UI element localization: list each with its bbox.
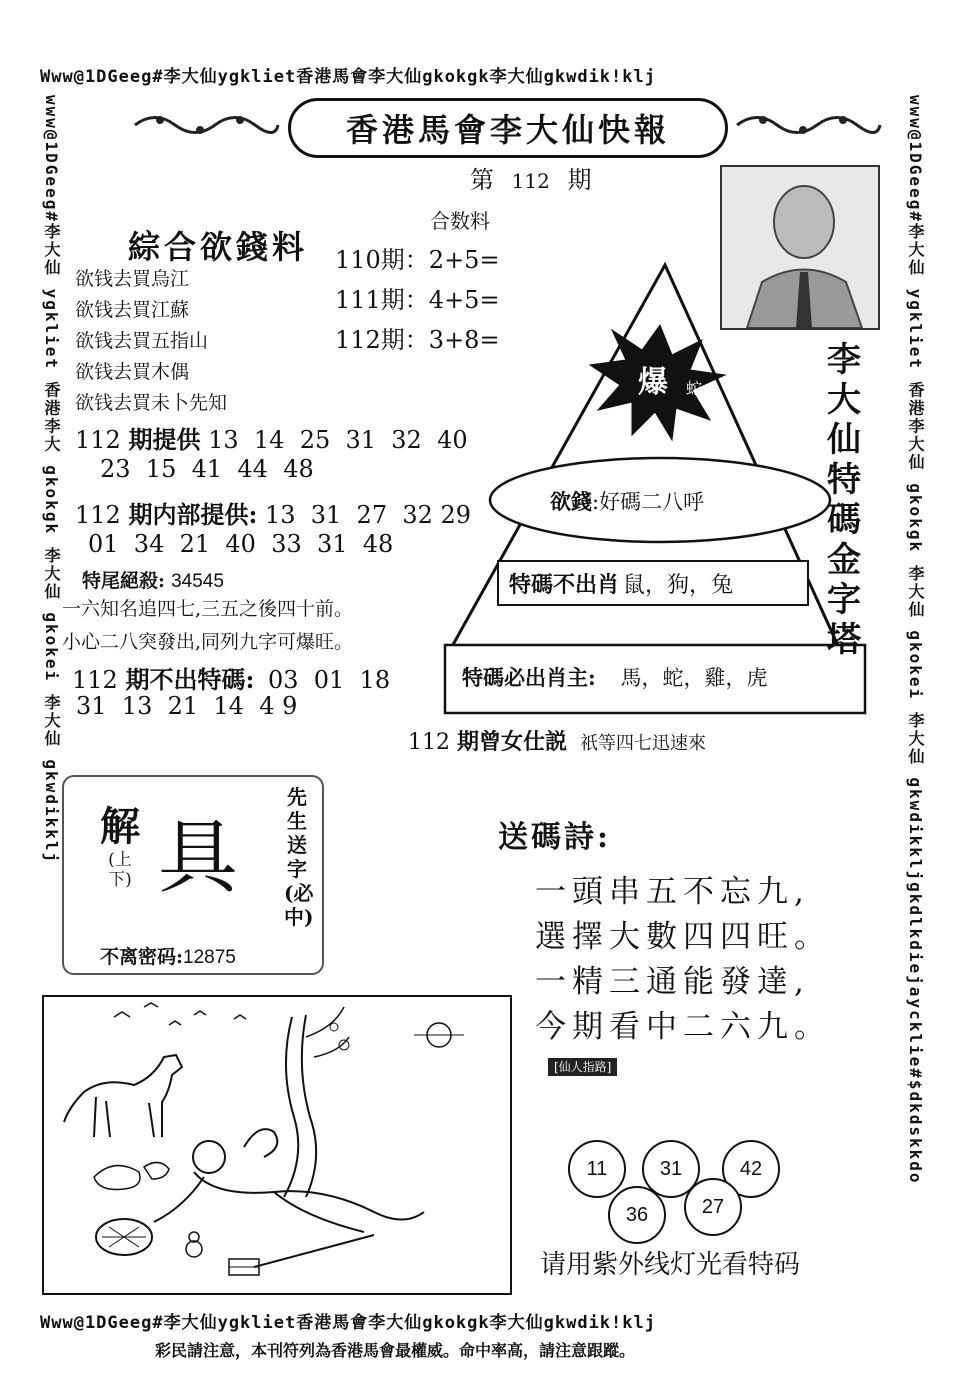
- illustration-scene: [44, 997, 510, 1293]
- footer-notice: 彩民請注意，本刊符列為香港馬會最權威。命中率高，請注意跟蹤。: [155, 1341, 636, 1360]
- hint-item: 欲钱去買烏江: [75, 268, 190, 290]
- riddle-side-text: 先生送字(必中): [284, 785, 314, 929]
- poem-line: 一精三通能發達,: [535, 964, 810, 1000]
- pyramid-side-title: 李大仙特碼金字塔: [827, 340, 861, 660]
- watermark-left: www@1DGeeg#李大仙 ygkliet 香港李大 gkokgk 李大仙 gkokei 李大仙 gkwdikklj: [42, 95, 61, 865]
- not-out-line2: 31 13 21 14 4 9: [76, 692, 298, 720]
- ring-number: 31: [642, 1140, 700, 1198]
- riddle-character: 具: [158, 811, 238, 904]
- not-out-zodiac-box: 特碼不出肖 鼠，狗，兔: [497, 560, 809, 606]
- heshu-row: 112期：3+8=: [335, 326, 500, 354]
- poem-line: 今期看中二六九。: [535, 1009, 831, 1045]
- money-line: 欲錢:好碼二八呼: [550, 489, 705, 514]
- watermark-right: www@1DGeeg#李大仙 ygkliet 香港李大仙 gkokgk 李大仙 gkokei 李大仙 gkwdikkljgkdlkdiejaycklie#$dkdskkdo: [906, 95, 925, 1185]
- heshu-row: 110期：2+5=: [335, 246, 500, 274]
- heshu-row: 111期：4+5=: [335, 286, 500, 314]
- section-title: 綜合欲錢料: [128, 228, 309, 266]
- illustration-frame: [42, 995, 512, 1295]
- tail-kill: 特尾絕殺: 34545: [82, 570, 224, 592]
- hint-item: 欲钱去買未卜先知: [75, 392, 228, 414]
- riddle-jie: 解: [100, 803, 140, 850]
- not-out-line1: 112 期不出特碼: 03 01 18: [72, 665, 391, 694]
- watermark-top: Www@1DGeeg#李大仙ygkliet香港馬會李大仙gkokgk李大仙gkwdik!klj: [40, 67, 656, 87]
- poem-line: 選擇大數四四旺。: [535, 919, 831, 955]
- poem-stamp: [仙人指路]: [548, 1058, 617, 1076]
- hint-item: 欲钱去買木偶: [75, 361, 190, 383]
- uv-caption: 请用紫外线灯光看特码: [540, 1250, 801, 1280]
- riddle-jie-sub: (上下): [108, 850, 132, 890]
- ring-number: 27: [684, 1178, 742, 1236]
- ring-number: 36: [608, 1186, 666, 1244]
- internal-line2: 01 34 21 40 33 31 48: [88, 530, 394, 558]
- must-out-zodiac: 特碼必出肖主: 馬，蛇，雞，虎: [462, 665, 768, 690]
- issue-label: 第 112 期: [470, 166, 592, 194]
- provide-line1: 112 期提供 13 14 25 31 32 40: [75, 425, 468, 454]
- provide-line2: 23 15 41 44 48: [100, 455, 314, 483]
- burst-main-char: 爆: [638, 365, 668, 400]
- burst-sub-char: 蛇: [686, 379, 703, 398]
- ring-number: 11: [568, 1140, 626, 1198]
- hint-list: [75, 264, 227, 419]
- verse-line-1: 一六知名追四七,三五之後四十前。: [62, 598, 354, 620]
- hint-item: 欲钱去買五指山: [75, 330, 209, 352]
- header-title: 香港馬會李大仙快報: [288, 98, 728, 158]
- secret-code: 不离密码:12875: [100, 946, 236, 968]
- ring-number: 42: [722, 1140, 780, 1198]
- floral-ornament-right: [735, 108, 885, 142]
- zeng-line: 112 期曾女仕説 祇等四七迅速來: [408, 729, 707, 755]
- poem-line: 一頭串五不忘九,: [535, 874, 810, 910]
- verse-line-2: 小心二八突發出,同列九字可爆旺。: [62, 631, 354, 653]
- hint-item: 欲钱去買江蘇: [75, 299, 190, 321]
- watermark-bottom: Www@1DGeeg#李大仙ygkliet香港馬會李大仙gkokgk李大仙gkwdik!klj: [40, 1313, 656, 1333]
- poem-title: 送碼詩:: [498, 820, 612, 855]
- floral-ornament-left: [130, 108, 280, 142]
- internal-line1: 112 期内部提供: 13 31 27 32 29: [75, 500, 472, 529]
- heshu-label: 合数料: [430, 209, 490, 233]
